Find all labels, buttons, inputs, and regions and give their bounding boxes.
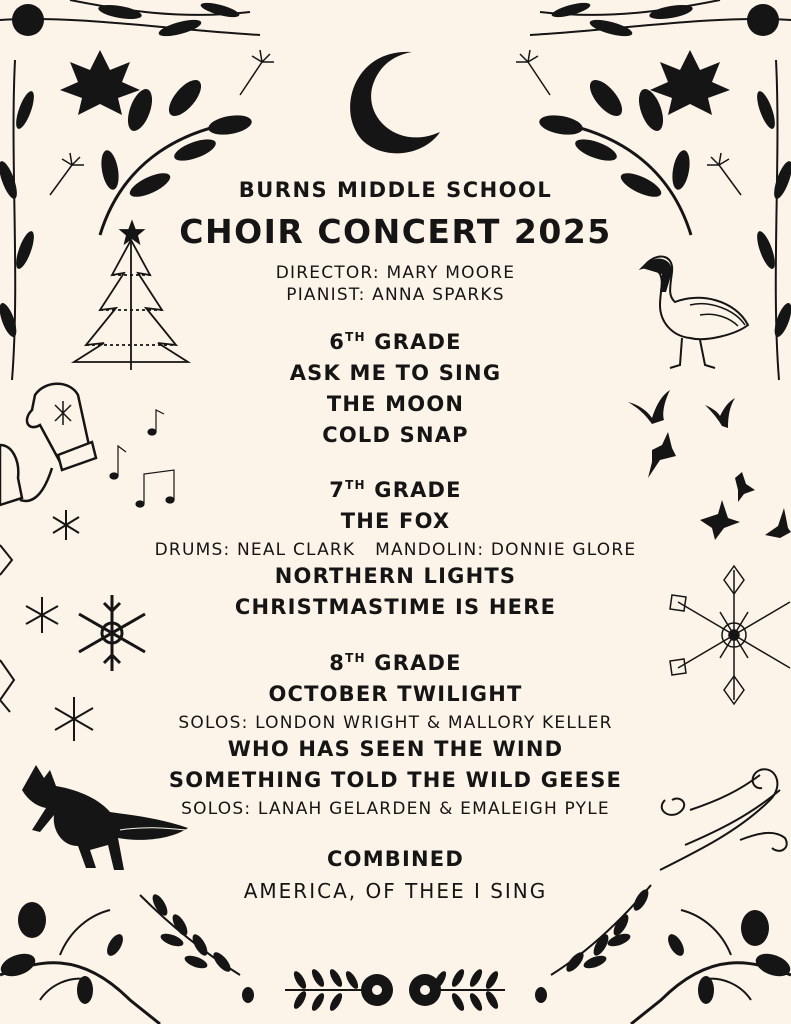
song-title: COLD SNAP	[322, 423, 469, 447]
song-title: OCTOBER TWILIGHT	[268, 682, 523, 706]
song-title: ASK ME TO SING	[289, 361, 502, 385]
song-title: THE FOX	[340, 509, 451, 533]
combined-heading: COMBINED	[327, 847, 464, 871]
grade-7-heading: 7TH GRADE	[329, 478, 462, 502]
song-title: NORTHERN LIGHTS	[274, 564, 517, 588]
pianist-credit: PIANIST: ANNA SPARKS	[286, 285, 505, 305]
director-credit: DIRECTOR: MARY MOORE	[275, 263, 516, 283]
combined-song: AMERICA, OF THEE I SING	[243, 879, 548, 903]
grade-6-heading: 6TH GRADE	[329, 330, 462, 354]
school-name: BURNS MIDDLE SCHOOL	[238, 178, 553, 202]
instrumentalist-credits: DRUMS: NEAL CLARK MANDOLIN: DONNIE GLORE	[154, 540, 637, 560]
song-title: SOMETHING TOLD THE WILD GEESE	[168, 768, 623, 792]
solo-credits: SOLOS: LANAH GELARDEN & EMALEIGH PYLE	[181, 799, 610, 819]
grade-8-heading: 8TH GRADE	[329, 651, 462, 675]
song-title: THE MOON	[326, 392, 465, 416]
song-title: WHO HAS SEEN THE WIND	[227, 737, 564, 761]
concert-title: CHOIR CONCERT 2025	[179, 212, 612, 251]
song-title: CHRISTMASTIME IS HERE	[234, 595, 557, 619]
solo-credits: SOLOS: LONDON WRIGHT & MALLORY KELLER	[178, 713, 613, 733]
